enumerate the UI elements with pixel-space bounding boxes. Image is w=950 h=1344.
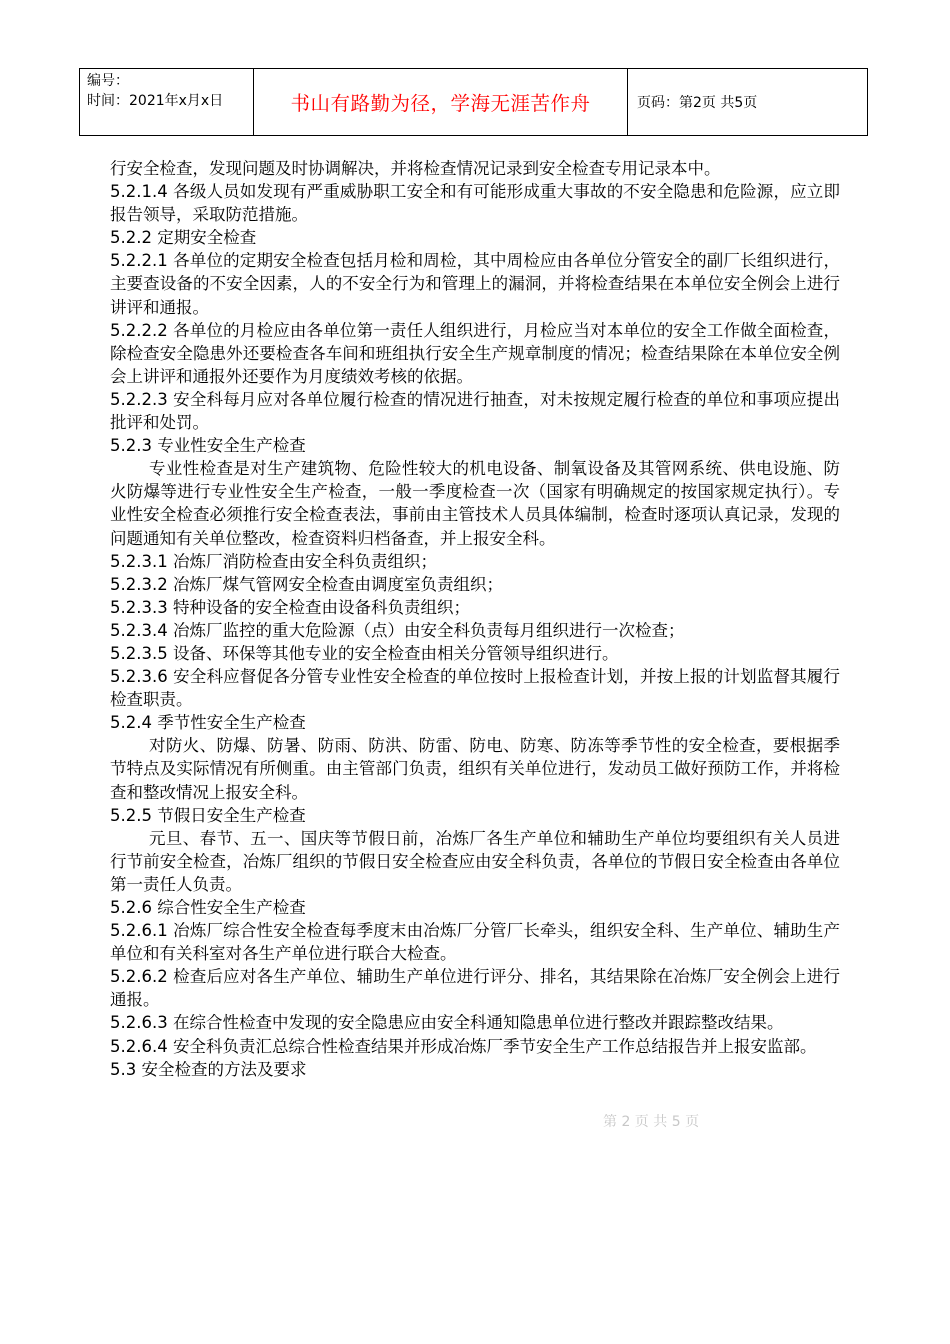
paragraph: 5.2.3.5 设备、环保等其他专业的安全检查由相关分管领导组织进行。 <box>110 643 619 663</box>
paragraph: 5.2.2 定期安全检查 <box>110 228 257 248</box>
paragraph: 5.2.2.2 各单位的月检应由各单位第一责任人组织进行，月检应当对本单位的安全工作做全面检查，除检查安全隐患外还要检查各车间和班组执行安全生产规章制度的情况；检查结果除在本单位安全例会上讲评和通报外还要作为月度绩效考核的依据。 <box>110 320 840 386</box>
paragraph: 5.2.2.1 各单位的定期安全检查包括月检和周检，其中周检应由各单位分管安全的副厂长组织进行，主要查设备的不安全因素，人的不安全行为和管理上的漏洞，并将检查结果在本单位安全例会上进行讲评和通报。 <box>110 251 840 317</box>
header-motto: 书山有路勤为径，学海无涯苦作舟 <box>290 92 591 115</box>
paragraph: 5.2.4 季节性安全生产检查 <box>110 713 306 733</box>
paragraph: 5.2.3.6 安全科应督促各分管专业性安全检查的单位按时上报检查计划，并按上报的计划监督其履行检查职责。 <box>110 667 840 710</box>
paragraph: 5.2.1.4 各级人员如发现有严重威胁职工安全和有可能形成重大事故的不安全隐患和危险源，应立即报告领导，采取防范措施。 <box>110 182 840 225</box>
document-date-label: 时间：2021年x月x日 <box>87 93 224 109</box>
paragraph: 5.2.6.3 在综合性检查中发现的安全隐患应由安全科通知隐患单位进行整改并跟踪整改结果。 <box>110 1013 784 1033</box>
document-number-label: 编号： <box>87 73 129 89</box>
paragraph: 5.2.6.4 安全科负责汇总综合性检查结果并形成冶炼厂季节安全生产工作总结报告并上报安监部。 <box>110 1036 817 1056</box>
paragraph: 5.3 安全检查的方法及要求 <box>110 1059 307 1079</box>
header-info-cell <box>80 69 254 135</box>
paragraph: 5.2.6.1 冶炼厂综合性安全检查每季度末由冶炼厂分管厂长牵头，组织安全科、生产单位、辅助生产单位和有关科室对各生产单位进行联合大检查。 <box>110 921 840 964</box>
page-number-label: 页码：第2页 共5页 <box>637 95 758 111</box>
paragraph: 专业性检查是对生产建筑物、危险性较大的机电设备、制氧设备及其管网系统、供电设施、防火防爆等进行专业性安全生产检查，一般一季度检查一次（国家有明确规定的按国家规定执行）。专业性安全检查必须推行安全检查表法，事前由主管技术人员具体编制，检查时逐项认真记录，发现的问题通知有关单位整改，检查资料归档备查，并上报安全科。 <box>110 459 840 548</box>
header-page-cell <box>628 69 867 135</box>
header-motto-cell <box>254 69 628 135</box>
paragraph: 5.2.2.3 安全科每月应对各单位履行检查的情况进行抽查，对未按规定履行检查的单位和事项应提出批评和处罚。 <box>110 389 840 433</box>
paragraph: 5.2.3 专业性安全生产检查 <box>110 436 306 456</box>
paragraph: 5.2.6.2 检查后应对各生产单位、辅助生产单位进行评分、排名，其结果除在冶炼厂安全例会上进行通报。 <box>110 967 840 1010</box>
paragraph: 5.2.3.2 冶炼厂煤气管网安全检查由调度室负责组织； <box>110 574 503 594</box>
overlapping-page-footer: 第 2 页 共 5 页 <box>603 1114 700 1130</box>
paragraph: 5.2.6 综合性安全生产检查 <box>110 898 306 917</box>
document-body <box>110 157 840 1081</box>
header-table <box>79 68 868 136</box>
paragraph: 5.2.3.1 冶炼厂消防检查由安全科负责组织； <box>110 551 437 571</box>
paragraph: 5.2.3.4 冶炼厂监控的重大危险源（点）由安全科负责每月组织进行一次检查； <box>110 620 685 640</box>
paragraph: 5.2.3.3 特种设备的安全检查由设备科负责组织； <box>110 597 470 617</box>
paragraph: 5.2.5 节假日安全生产检查 <box>110 805 306 825</box>
paragraph: 元旦、春节、五一、国庆等节假日前，冶炼厂各生产单位和辅助生产单位均要组织有关人员进行节前安全检查，冶炼厂组织的节假日安全检查应由安全科负责，各单位的节假日安全检查由各单位第一责任人负责。 <box>110 828 840 894</box>
paragraph: 对防火、防爆、防暑、防雨、防洪、防雷、防电、防寒、防冻等季节性的安全检查，要根据季节特点及实际情况有所侧重。由主管部门负责，组织有关单位进行，发动员工做好预防工作，并将检查和整改情况上报安全科。 <box>110 736 840 802</box>
paragraph: 行安全检查，发现问题及时协调解决，并将检查情况记录到安全检查专用记录本中。 <box>110 159 721 178</box>
